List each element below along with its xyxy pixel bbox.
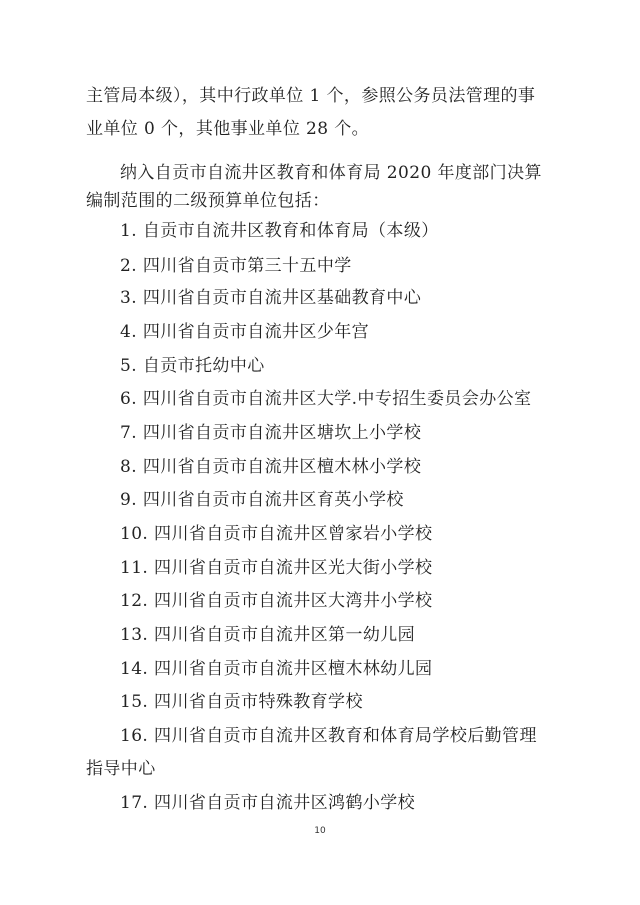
unit-item-16-continuation: 指导中心	[86, 759, 156, 779]
unit-item-15: 15. 四川省自贡市特殊教育学校	[120, 692, 363, 712]
unit-item-3: 3. 四川省自贡市自流井区基础教育中心	[120, 288, 422, 308]
page-number: 10	[314, 826, 326, 836]
unit-item-12: 12. 四川省自贡市自流井区大湾井小学校	[120, 591, 433, 611]
scope-line-2: 编制范围的二级预算单位包括：	[86, 191, 330, 211]
unit-item-2: 2. 四川省自贡市第三十五中学	[120, 256, 352, 276]
unit-item-6: 6. 四川省自贡市自流井区大学.中专招生委员会办公室	[120, 389, 532, 409]
unit-item-8: 8. 四川省自贡市自流井区檀木林小学校	[120, 457, 422, 477]
unit-item-14: 14. 四川省自贡市自流井区檀木林幼儿园	[120, 659, 433, 679]
unit-item-1: 1. 自贡市自流井区教育和体育局（本级）	[120, 221, 439, 241]
intro-line-2: 业单位 0 个，其他事业单位 28 个。	[86, 119, 370, 139]
unit-item-9: 9. 四川省自贡市自流井区育英小学校	[120, 490, 404, 510]
unit-item-4: 4. 四川省自贡市自流井区少年宫	[120, 322, 370, 342]
unit-item-13: 13. 四川省自贡市自流井区第一幼儿园	[120, 625, 416, 645]
unit-item-7: 7. 四川省自贡市自流井区塘坎上小学校	[120, 423, 422, 443]
unit-item-11: 11. 四川省自贡市自流井区光大街小学校	[120, 558, 433, 578]
unit-item-17: 17. 四川省自贡市自流井区鸿鹤小学校	[120, 793, 416, 813]
intro-line-1: 主管局本级），其中行政单位 1 个，参照公务员法管理的事	[86, 86, 536, 106]
unit-item-10: 10. 四川省自贡市自流井区曾家岩小学校	[120, 524, 433, 544]
scope-line-1: 纳入自贡市自流井区教育和体育局 2020 年度部门决算	[120, 163, 542, 183]
unit-item-5: 5. 自贡市托幼中心	[120, 356, 265, 376]
unit-item-16: 16. 四川省自贡市自流井区教育和体育局学校后勤管理	[120, 726, 537, 746]
